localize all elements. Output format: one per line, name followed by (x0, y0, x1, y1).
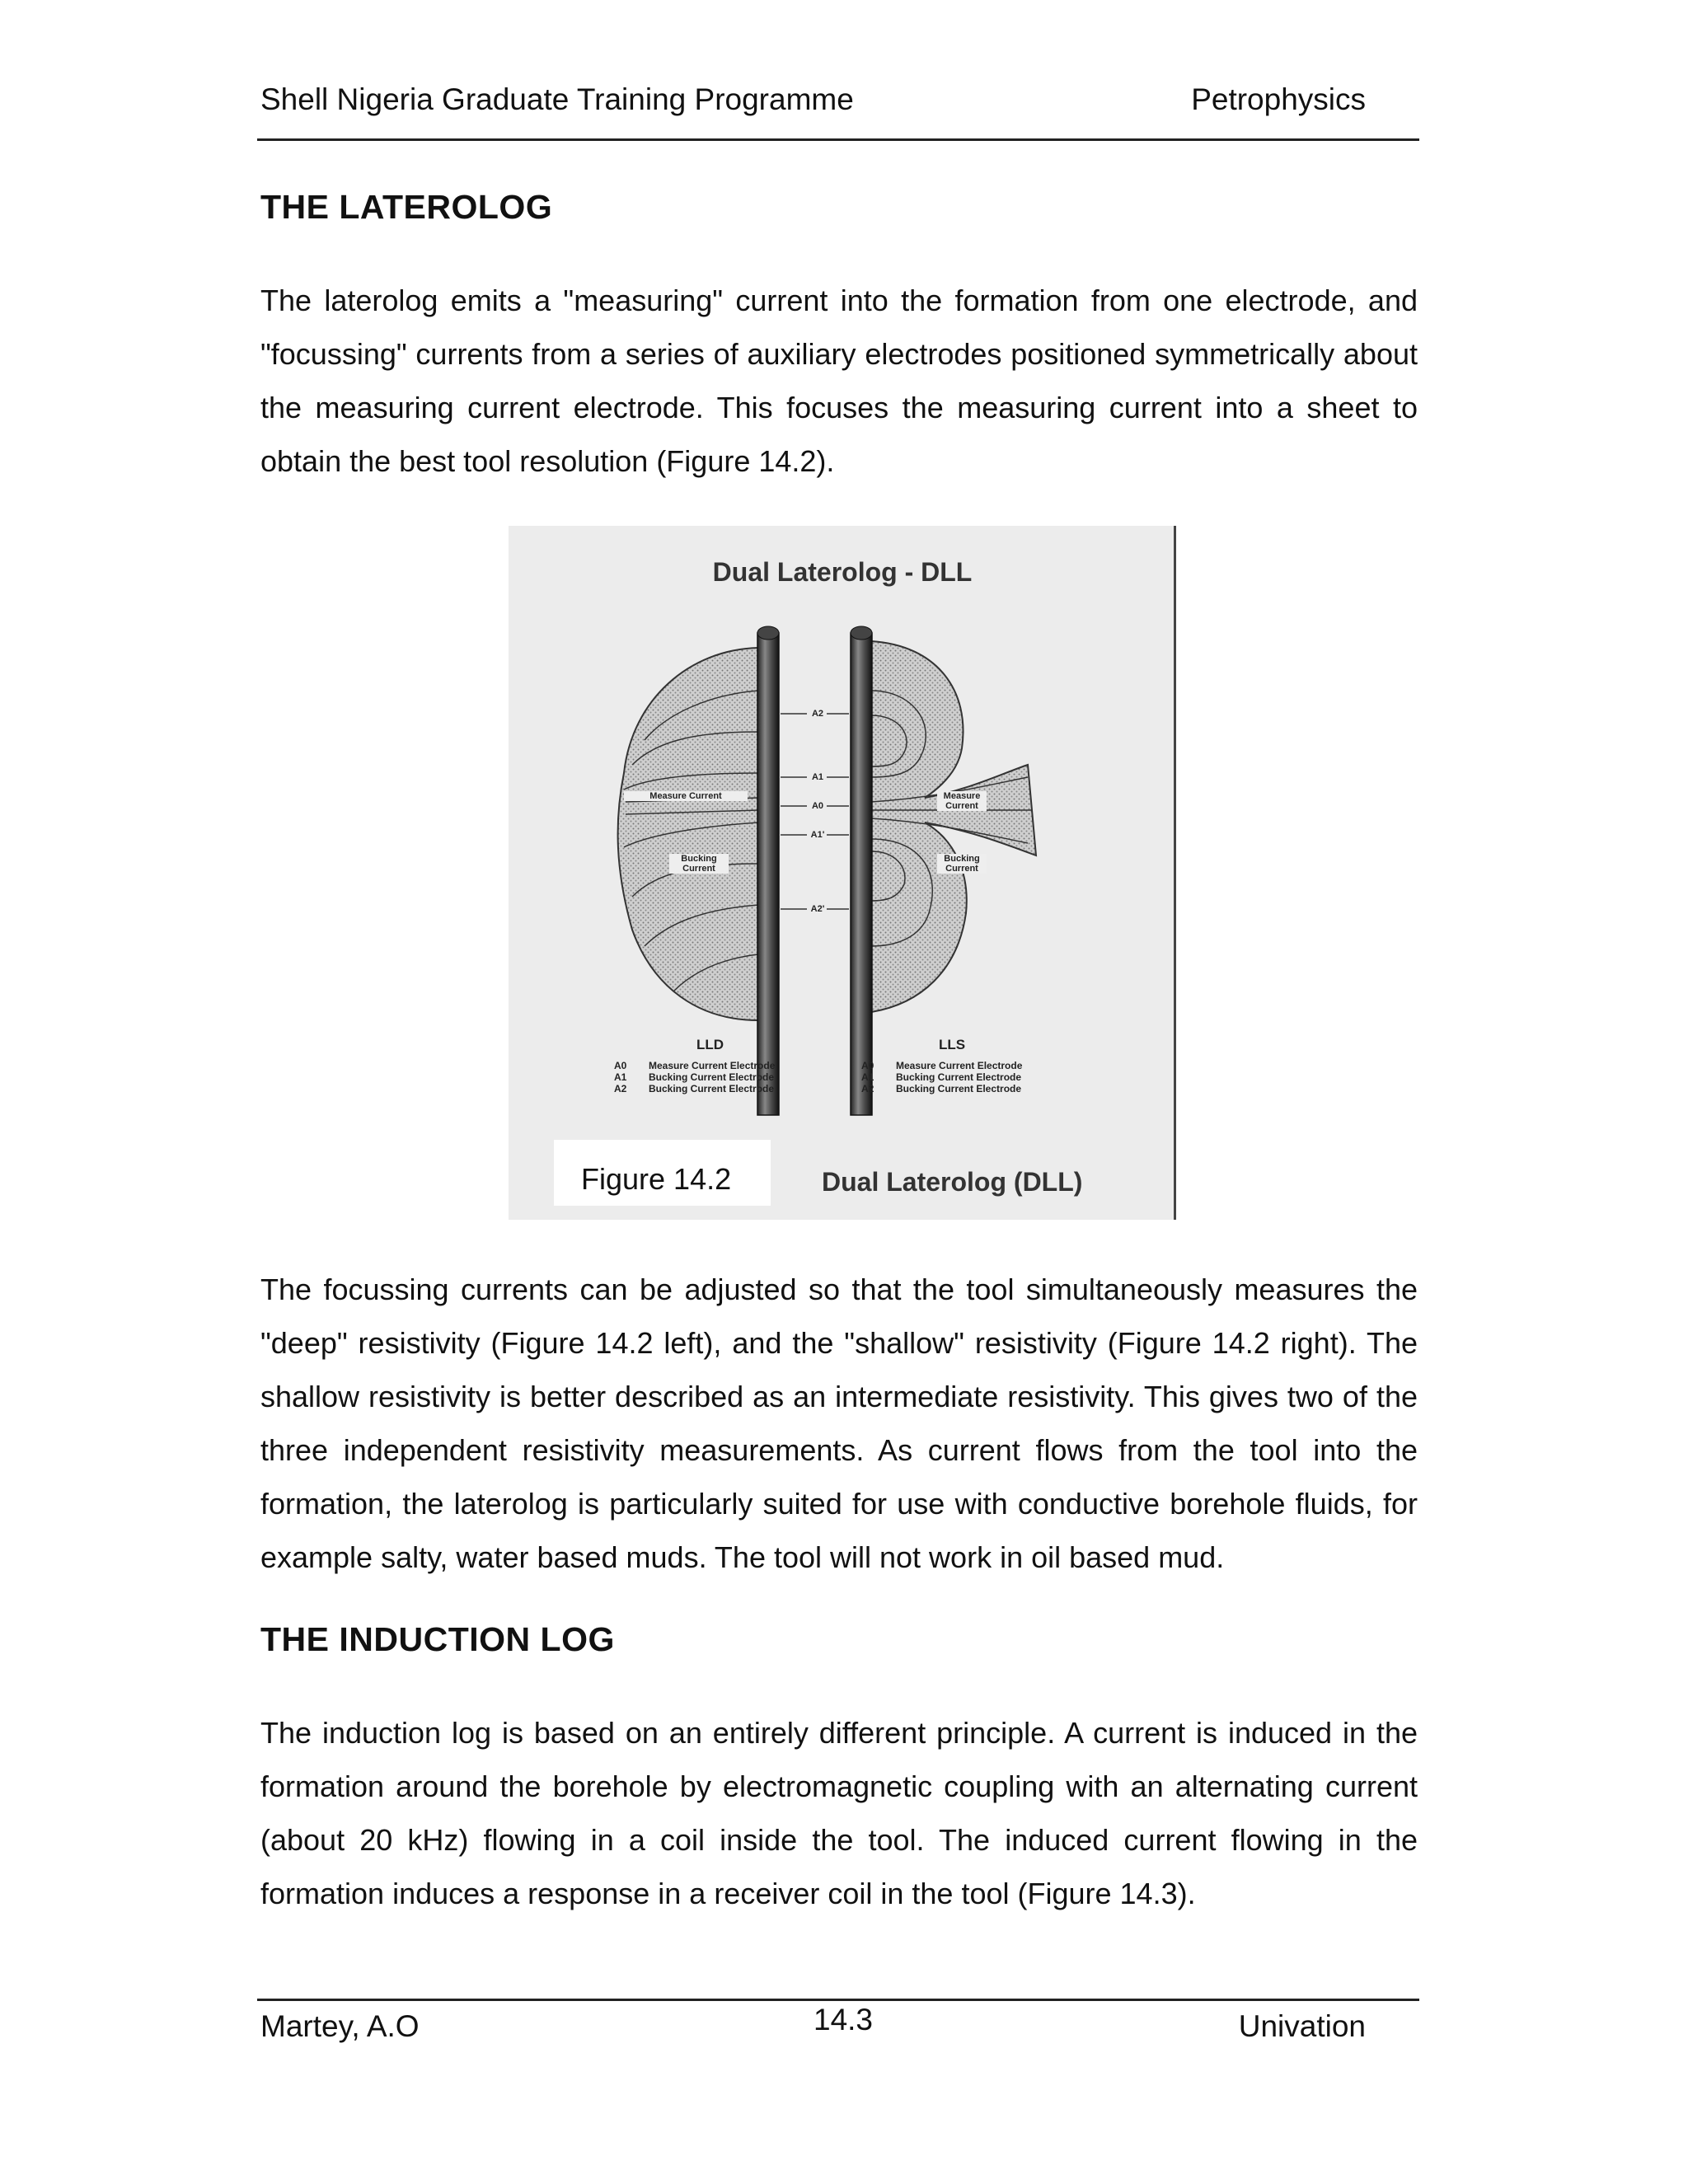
figure-caption: Figure 14.2 (581, 1162, 732, 1196)
section-heading-laterolog: THE LATEROLOG (260, 188, 553, 226)
electrode-label-a1-prime: A1' (810, 830, 825, 840)
lld-legend-code: A0 (614, 1060, 627, 1071)
figure-subtitle: Dual Laterolog (DLL) (822, 1167, 1083, 1197)
lld-legend (614, 1060, 775, 1094)
lls-measure-current-label: Measure Current (937, 791, 987, 811)
lls-current-field (871, 641, 1036, 1012)
electrode-label-a2-prime: A2' (810, 904, 825, 914)
paragraph-induction-intro: The induction log is based on an entirely different principle. A current is induced in the formation around the borehole by electromagnetic coupling with an alternating current (about 20 kHz) flowing in a coil inside the tool. The induced current flowing in the formation induces a response in a receiver coil in the tool (Figure 14.3). (260, 1716, 1418, 1910)
lls-name: LLS (939, 1037, 966, 1052)
page-footer (257, 1999, 1419, 2067)
electrode-label-a2: A2 (811, 709, 824, 719)
section-heading-induction: THE INDUCTION LOG (260, 1620, 615, 1658)
lld-measure-current-label: Measure Current (624, 791, 748, 801)
lld-bucking-current-label: Bucking Current (669, 854, 729, 874)
lld-name: LLD (696, 1037, 724, 1052)
footer-author: Martey, A.O (260, 2009, 420, 2043)
electrode-label-a1: A1 (811, 772, 824, 782)
lld-legend-text: Measure Current Electrode (649, 1060, 776, 1071)
lld-legend-text: Bucking Current Electrode (649, 1071, 775, 1083)
header-right: Petrophysics (1191, 82, 1366, 116)
electrode-label-a0: A0 (811, 801, 824, 811)
footer-right: Univation (1238, 2009, 1366, 2043)
lls-legend-code: A1 (861, 1071, 874, 1083)
header-left: Shell Nigeria Graduate Training Programme (260, 82, 854, 116)
lld-tool-body (757, 633, 779, 1115)
lls-tool-body (851, 633, 872, 1115)
lld-current-field (618, 648, 758, 1020)
lld-legend-text: Bucking Current Electrode (649, 1083, 775, 1094)
paragraph-laterolog-focussing: The focussing currents can be adjusted so that the tool simultaneously measures the "deep" resistivity (Figure 14.2 left), and the "shallow" resistivity (Figure 14.2 right). The shallow resistivity is better described as an intermediate resistivity. This gives two of the three independent resistivity measurements. As current flows from the tool into the formation, the laterolog is particularly suited for use with conductive borehole fluids, for example salty, water based muds. The tool will not work in oil based mud. (260, 1272, 1418, 1574)
lld-legend-code: A2 (614, 1083, 627, 1094)
lls-legend (861, 1060, 1022, 1094)
dual-laterolog-diagram (509, 526, 1176, 1220)
lls-legend-text: Bucking Current Electrode (896, 1083, 1022, 1094)
page-header (257, 81, 1419, 141)
paragraph-laterolog-intro: The laterolog emits a "measuring" current into the formation from one electrode, and "focussing" currents from a series of auxiliary electrodes positioned symmetrically about the measuring current electrode. This focuses the measuring current into a sheet to obtain the best tool resolution (Figure 14.2). (260, 284, 1418, 478)
lls-legend-text: Bucking Current Electrode (896, 1071, 1022, 1083)
figure-title: Dual Laterolog - DLL (712, 557, 973, 587)
lls-legend-code: A0 (861, 1060, 874, 1071)
lld-legend-code: A1 (614, 1071, 627, 1083)
figure-14-2 (509, 526, 1176, 1220)
lls-legend-text: Measure Current Electrode (896, 1060, 1023, 1071)
lls-bucking-current-label: Bucking Current (937, 854, 987, 874)
lls-legend-code: A2 (861, 1083, 874, 1094)
page-number: 14.3 (814, 2003, 874, 2036)
